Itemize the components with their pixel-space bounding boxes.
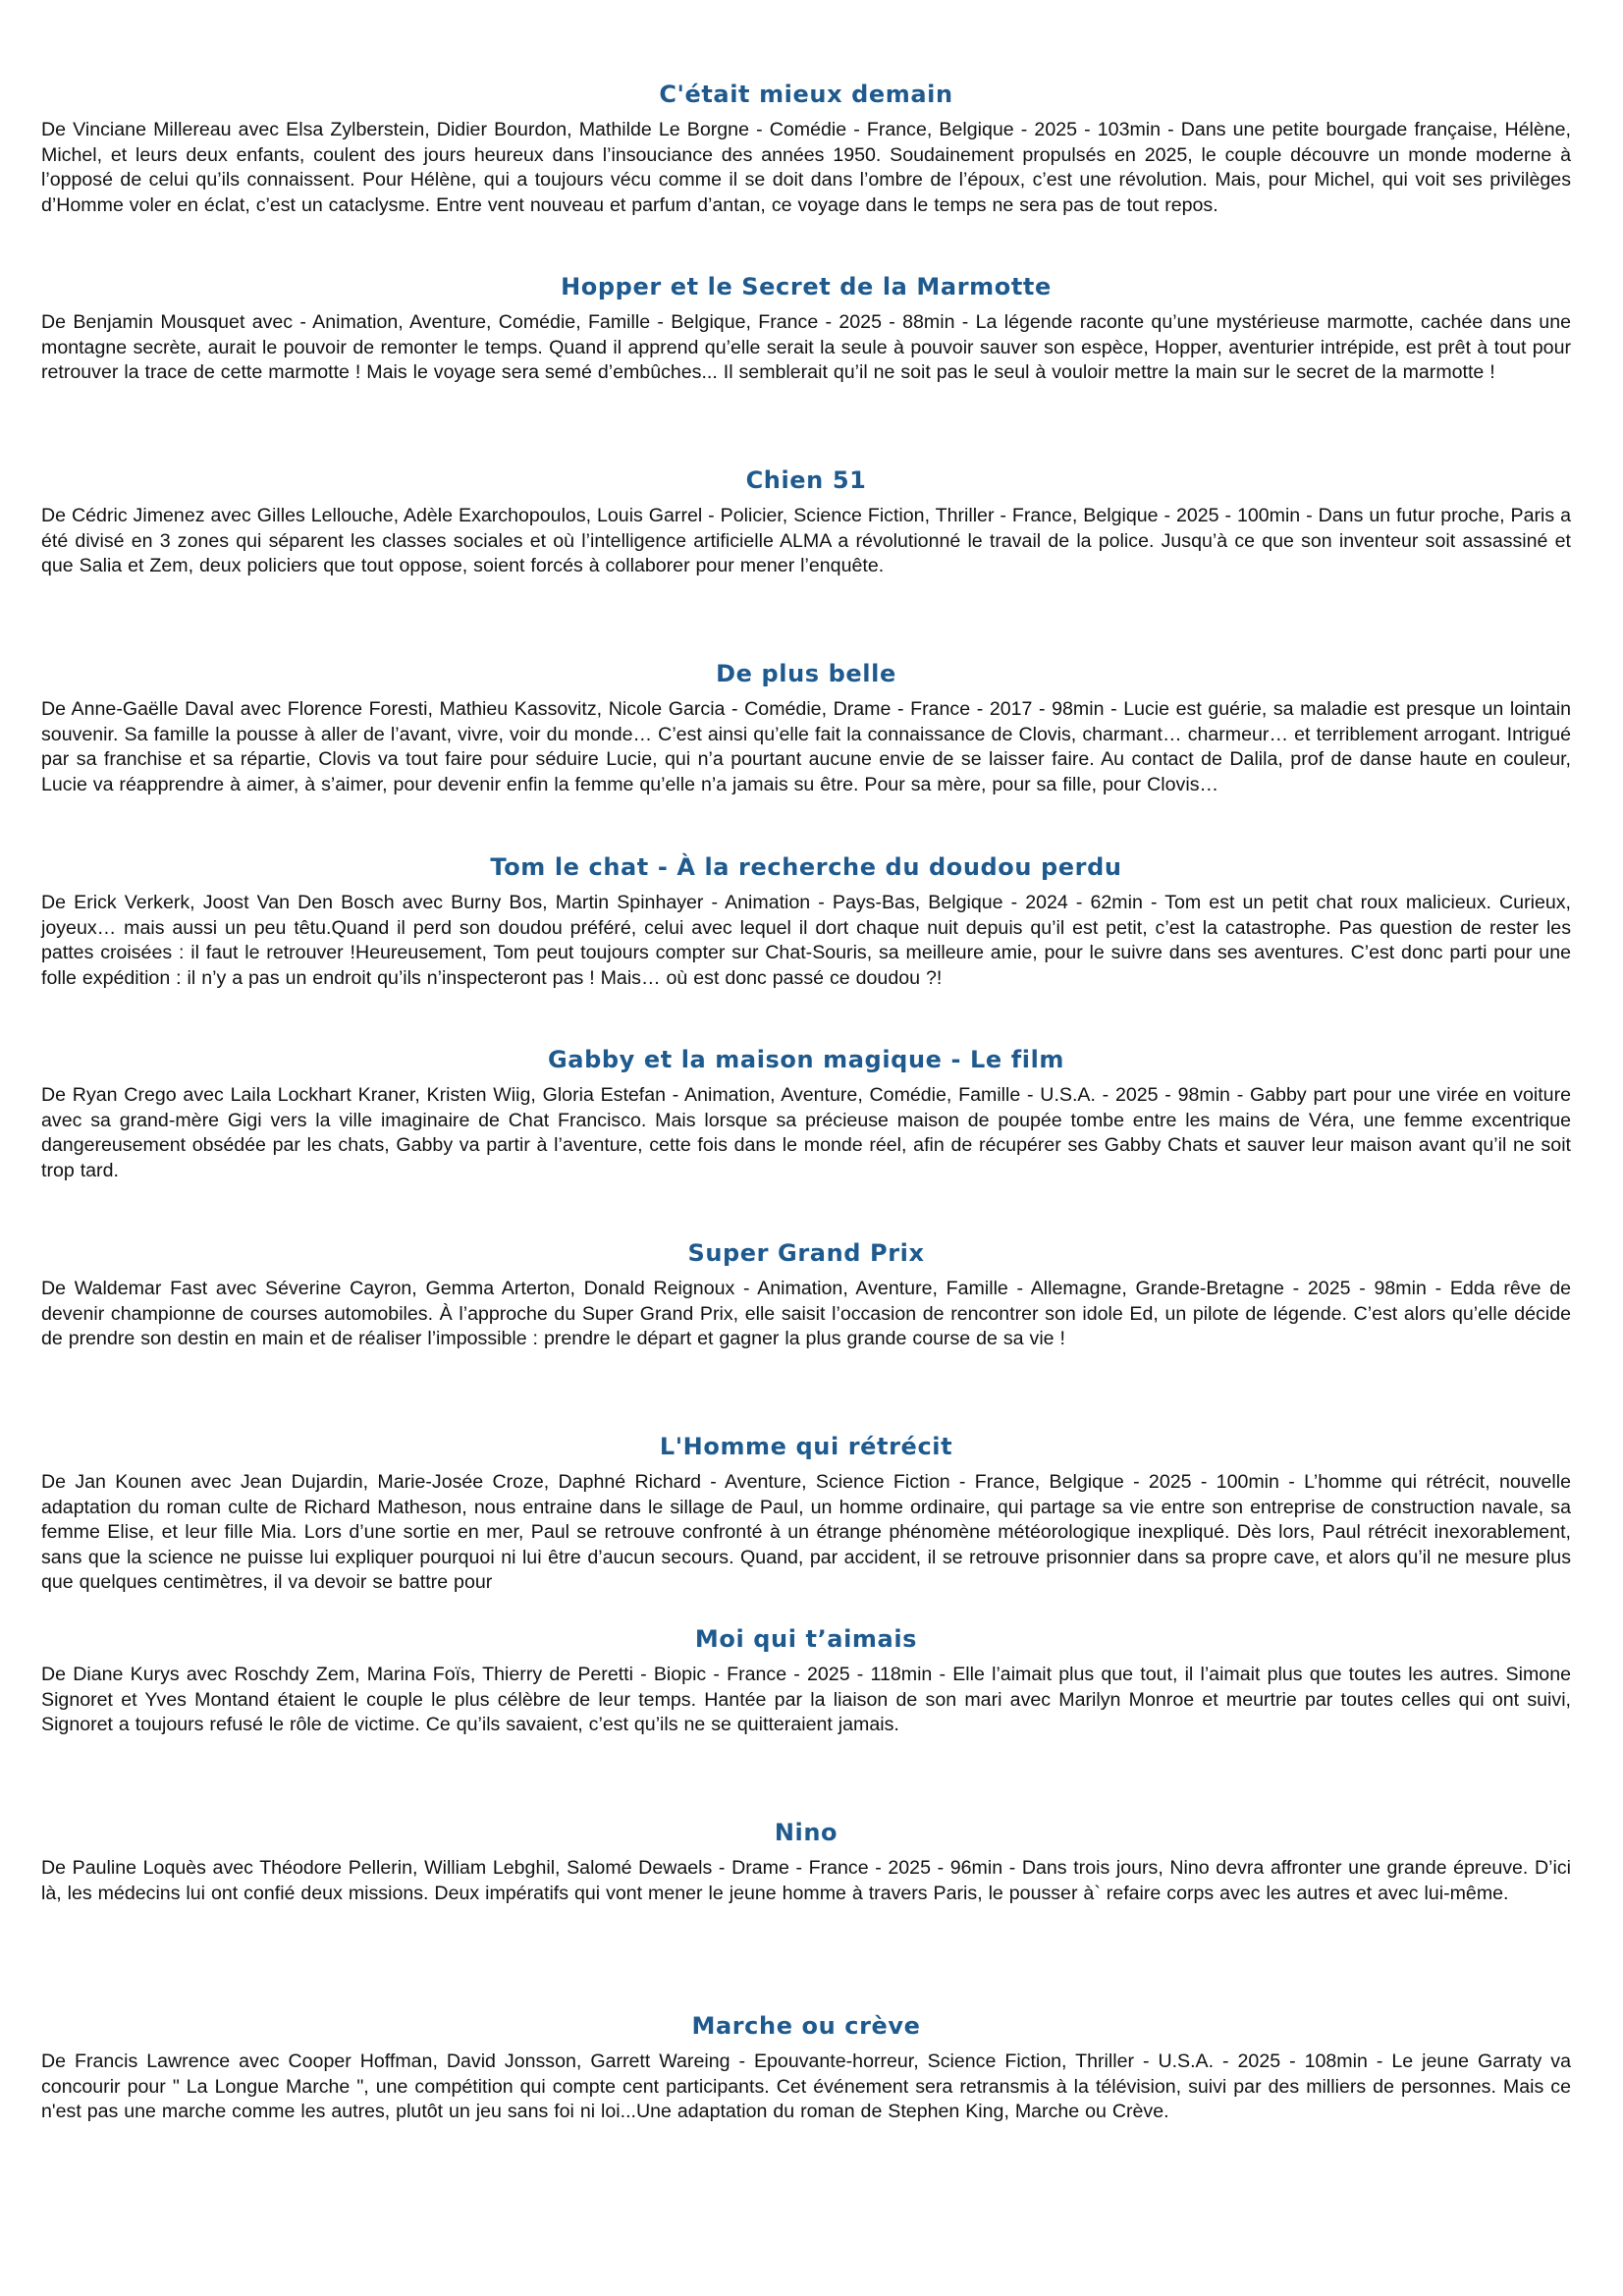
film-title: Chien 51 — [745, 466, 867, 494]
film-entry — [41, 465, 1571, 579]
film-description: De Waldemar Fast avec Séverine Cayron, Gemma Arterton, Donald Reignoux - Animation, Aventure, Famille - Allemagne, Grande-Bretagne - 2025 - 98min - Edda rêve de devenir championne de courses automobiles. À l’approche du Super Grand Prix, elle saisit l’occasion de rencontrer son idole Ed, un pilote de légende. C’est alors qu’elle décide de prendre son destin en main et de réaliser l’impossible : prendre le départ et gagner la plus grande course de sa vie ! — [41, 1278, 1571, 1349]
film-title: Super Grand Prix — [687, 1239, 925, 1267]
film-title: L'Homme qui rétrécit — [659, 1433, 953, 1460]
film-title: De plus belle — [716, 660, 896, 687]
film-entry — [41, 2010, 1571, 2125]
film-entry — [41, 851, 1571, 991]
film-entry — [41, 79, 1571, 218]
film-title: Moi qui t’aimais — [694, 1625, 918, 1653]
film-description: De Francis Lawrence avec Cooper Hoffman, David Jonsson, Garrett Wareing - Epouvante-horreur, Science Fiction, Thriller - U.S.A. - 2025 - 108min - Le jeune Garraty va concourir pour " La Longue Marche ", une compétition qui compte cent participants. Cet événement sera retransmis à la télévision, suivi par des milliers de personnes. Mais ce n'est pas une marche comme les autres, plutôt un jeu sans foi ni loi...Une adaptation du roman de Stephen King, Marche ou Crève. — [41, 2050, 1571, 2122]
film-entry — [41, 1431, 1571, 1594]
film-description: De Pauline Loquès avec Théodore Pellerin, William Lebghil, Salomé Dewaels - Drame - France - 2025 - 96min - Dans trois jours, Nino devra affronter une grande épreuve. D’ici là, les médecins lui ont confié deux missions. Deux impératifs qui vont mener le jeune homme à travers Paris, le pousser à` refaire corps avec les autres et avec lui-même. — [41, 1857, 1571, 1904]
film-description: De Erick Verkerk, Joost Van Den Bosch avec Burny Bos, Martin Spinhayer - Animation - Pays-Bas, Belgique - 2024 - 62min - Tom est un petit chat roux malicieux. Curieux, joyeux… mais aussi un peu têtu.Quand il perd son doudou préféré, celui avec lequel il dort chaque nuit depuis qu’il est petit, c’est la catastrophe. Pas question de rester les pattes croisées : il faut le retrouver !Heureusement, Tom peut toujours compter sur Chat-Souris, sa meilleure amie, pour le suivre dans ses aventures. C’est donc parti pour une folle expédition : il n’y a pas un endroit qu’ils n’inspecteront pas ! Mais… où est donc passé ce doudou ?! — [41, 892, 1571, 989]
film-description: De Vinciane Millereau avec Elsa Zylberstein, Didier Bourdon, Mathilde Le Borgne - Comédie - France, Belgique - 2025 - 103min - Dans une petite bourgade française, Hélène, Michel, et leurs deux enfants, coulent des jours heureux dans l’insouciance des années 1950. Soudainement propulsés en 2025, le couple découvre un monde moderne à l’opposé de celui qu’ils connaissent. Pour Hélène, qui a toujours vécu comme il se doit dans l’ombre de l’époux, c’est une révolution. Mais, pour Michel, qui voit ses privilèges d’Homme voler en éclat, c’est un cataclysme. Entre vent nouveau et parfum d’antan, ce voyage dans le temps ne sera pas de tout repos. — [41, 119, 1571, 216]
film-entry — [41, 1044, 1571, 1183]
film-title: Tom le chat - À la recherche du doudou perdu — [490, 853, 1122, 881]
film-title: C'était mieux demain — [659, 81, 953, 108]
film-description: De Ryan Crego avec Laila Lockhart Kraner, Kristen Wiig, Gloria Estefan - Animation, Aventure, Comédie, Famille - U.S.A. - 2025 - 98min - Gabby part pour une virée en voiture avec sa grand-mère Gigi vers la ville imaginaire de Chat Francisco. Mais lorsque sa précieuse maison de poupée tombe entre les mains de Véra, une femme excentrique dangereusement obsédée par les chats, Gabby va partir à l’aventure, cette fois dans le monde réel, afin de récupérer ses Gabby Chats et sauver leur maison avant qu’il ne soit trop tard. — [41, 1084, 1571, 1181]
film-entry — [41, 658, 1571, 797]
film-description: De Jan Kounen avec Jean Dujardin, Marie-Josée Croze, Daphné Richard - Aventure, Science Fiction - France, Belgique - 2025 - 100min - L’homme qui rétrécit, nouvelle adaptation du roman culte de Richard Matheson, nous entraine dans le sillage de Paul, un homme ordinaire, qui partage sa vie entre son entreprise de construction navale, sa femme Elise, et leur fille Mia. Lors d’une sortie en mer, Paul se retrouve confronté à un étrange phénomène météorologique inexpliqué. Dès lors, Paul rétrécit inexorablement, sans que la science ne puisse lui expliquer pourquoi ni lui être d’aucun secours. Quand, par accident, il se retrouve prisonnier dans sa propre cave, et alors qu’il ne mesure plus que quelques centimètres, il va devoir se battre pour — [41, 1471, 1571, 1593]
film-description: De Cédric Jimenez avec Gilles Lellouche, Adèle Exarchopoulos, Louis Garrel - Policier, Science Fiction, Thriller - France, Belgique - 2025 - 100min - Dans un futur proche, Paris a été divisé en 3 zones qui séparent les classes sociales et où l’intelligence artificielle ALMA a révolutionné le travail de la police. Jusqu’à ce que son inventeur soit assassiné et que Salia et Zem, deux policiers que tout oppose, soient forcés à collaborer pour mener l’enquête. — [41, 505, 1571, 576]
film-description: De Diane Kurys avec Roschdy Zem, Marina Foïs, Thierry de Peretti - Biopic - France - 2025 - 118min - Elle l’aimait plus que tout, il l’aimait plus que toutes les autres. Simone Signoret et Yves Montand étaient le couple le plus célèbre de leur temps. Hantée par la liaison de son mari avec Marilyn Monroe et meurtrie par toutes celles qui ont suivi, Signoret a toujours refusé le rôle de victime. Ce qu’ils savaient, c’est qu’ils ne se quitteraient jamais. — [41, 1664, 1571, 1735]
film-description: De Anne-Gaëlle Daval avec Florence Foresti, Mathieu Kassovitz, Nicole Garcia - Comédie, Drame - France - 2017 - 98min - Lucie est guérie, sa maladie est presque un lointain souvenir. Sa famille la pousse à aller de l’avant, vivre, voir du monde… C’est ainsi qu’elle fait la connaissance de Clovis, charmant… charmeur… et terriblement arrogant. Intrigué par sa franchise et sa répartie, Clovis va tout faire pour séduire Lucie, qui n’a pourtant aucune envie de se laisser faire. Au contact de Dalila, prof de danse haute en couleur, Lucie va réapprendre à aimer, à s’aimer, pour devenir enfin la femme qu’elle n’a jamais su être. Pour sa mère, pour sa fille, pour Clovis… — [41, 698, 1571, 795]
film-title: Marche ou crève — [691, 2012, 921, 2040]
film-entry — [41, 1237, 1571, 1352]
film-entry — [41, 271, 1571, 386]
film-title: Hopper et le Secret de la Marmotte — [561, 273, 1052, 301]
film-description: De Benjamin Mousquet avec - Animation, Aventure, Comédie, Famille - Belgique, France - 2025 - 88min - La légende raconte qu’une mystérieuse marmotte, cachée dans une montagne secrète, aurait le pouvoir de remonter le temps. Quand il apprend qu’elle serait la seule à pouvoir sauver son espèce, Hopper, aventurier intrépide, est prêt à tout pour retrouver la trace de cette marmotte ! Mais le voyage sera semé d’embûches... Il semblerait qu’il ne soit pas le seul à vouloir mettre la main sur le secret de la marmotte ! — [41, 311, 1571, 383]
film-title: Gabby et la maison magique - Le film — [547, 1046, 1065, 1073]
film-entry — [41, 1817, 1571, 1906]
film-entry — [41, 1623, 1571, 1738]
film-title: Nino — [774, 1819, 839, 1846]
